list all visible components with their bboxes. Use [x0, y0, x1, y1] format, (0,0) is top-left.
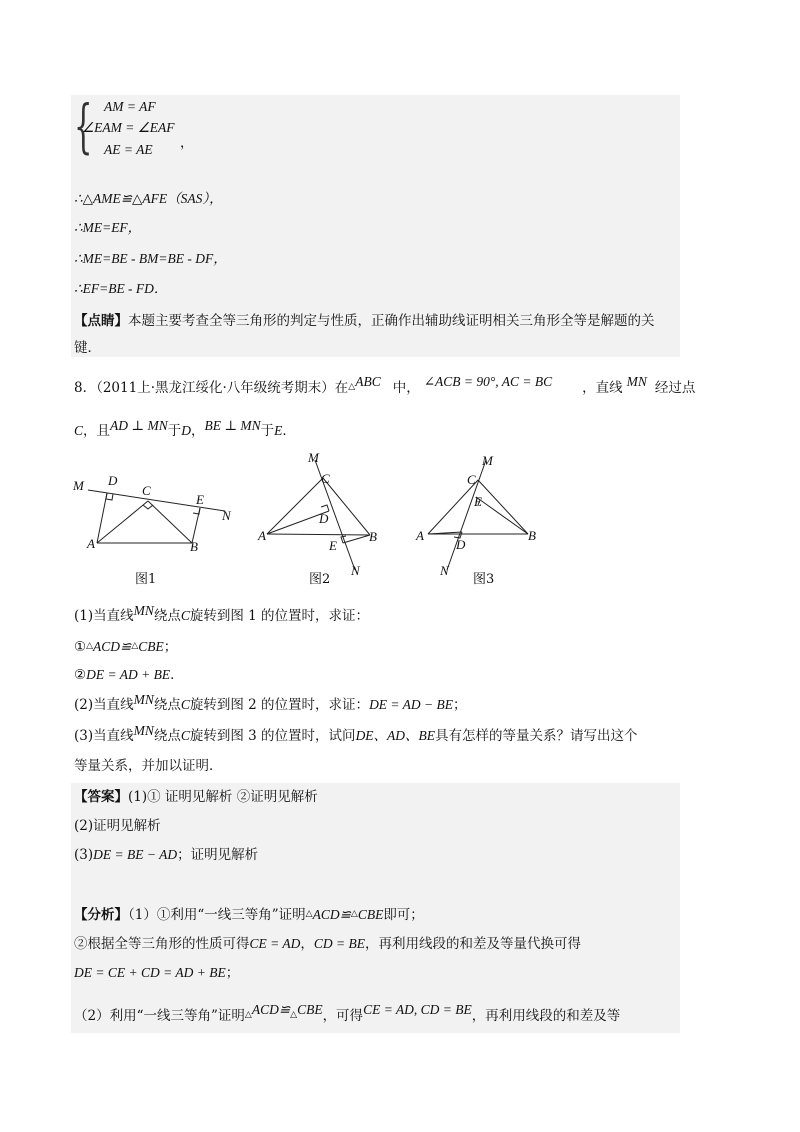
answer-1: (1)① 证明见解析 ②证明见解析: [128, 789, 318, 805]
svg-text:A: A: [416, 528, 424, 543]
system-tail: ，: [180, 135, 194, 150]
triangle-icon: △: [244, 1010, 252, 1020]
q1-ii-marker: ②: [74, 667, 87, 683]
svg-text:M: M: [73, 478, 84, 493]
condition: ∠ACB = 90°, AC = BC: [423, 374, 553, 389]
system-eq-1: AM = AF: [104, 99, 156, 114]
svg-text:B: B: [528, 528, 536, 543]
problem-line-1: [74, 374, 696, 397]
analysis-l3-eq: DE = CE + CD = AD + BE: [74, 965, 226, 980]
seg-ca: [428, 480, 478, 534]
seg-be: [343, 535, 370, 543]
system-eq-2: ∠EAM = ∠EAF: [82, 120, 175, 135]
text-qie: ，且: [83, 423, 111, 439]
q1-mn: MN: [133, 603, 154, 618]
analysis-l2-eq2: CD = BE: [313, 936, 365, 951]
seg-ca: [267, 478, 323, 534]
be-perp: BE ⊥ MN: [204, 418, 261, 433]
seg-be: [476, 497, 528, 534]
problem-source: （2011上·黑龙江绥化·八年级统考期末）: [96, 380, 335, 396]
analysis-line-3: [74, 964, 239, 982]
q1-c: C: [180, 608, 190, 623]
step-2: ∴ME=EF，: [74, 220, 142, 235]
analysis-l1-tri: ACD≌: [312, 907, 351, 922]
triangle-icon: △: [350, 909, 358, 919]
brace-icon: {: [74, 92, 93, 160]
point-c: C: [74, 423, 84, 438]
text-pass: 经过点: [654, 380, 696, 396]
analysis-l2-mid: ，: [300, 936, 314, 952]
question-3-cont: 等量关系，并加以证明．: [74, 758, 223, 774]
question-3: [74, 723, 638, 745]
q1-text: (1)当直线: [74, 608, 134, 624]
q2-c: C: [180, 697, 190, 712]
svg-text:E: E: [196, 492, 204, 507]
q3-c: C: [180, 728, 190, 743]
analysis-l2-end: ，再利用线段的和差及等量代换可得: [364, 936, 581, 952]
question-1: [74, 603, 370, 625]
q1-i-end: ；: [163, 639, 178, 655]
analysis-l3-end: ；: [225, 965, 240, 981]
text-in: 在: [334, 380, 349, 396]
q1-i-marker: ①: [74, 639, 87, 655]
question-1-i: [74, 637, 177, 656]
svg-text:N: N: [440, 563, 449, 578]
line-mn: [88, 490, 225, 511]
analysis-l4-eq: CE = AD, CD = BE: [363, 1002, 472, 1017]
q2-end: ；: [453, 697, 467, 713]
tip-line-1: [74, 312, 655, 330]
triangle-abc: ABC: [355, 374, 381, 389]
q1-ii-end: ．: [170, 667, 184, 683]
seg-ab: [267, 534, 370, 535]
svg-text:M: M: [308, 450, 319, 465]
ad-perp: AD ⊥ MN: [110, 418, 168, 433]
step-4: ∴EF=BE - FD．: [74, 281, 168, 296]
step-1: ∴△AME≌△AFE（SAS），: [74, 191, 223, 206]
point-e: E: [274, 423, 283, 438]
problem-line-2: [74, 418, 296, 440]
q1-i-tri-b: CBE: [138, 639, 164, 654]
triangle-icon: △: [86, 641, 94, 651]
analysis-l4-mid: ，可得: [322, 1008, 364, 1024]
tip-label: 【点睛】: [74, 313, 128, 329]
svg-text:D: D: [108, 473, 118, 488]
step-3: ∴ME=BE - BM=BE - DF，: [74, 251, 227, 266]
point-d: D: [181, 423, 191, 438]
svg-text:M: M: [482, 453, 493, 468]
answer-label: 【答案】: [74, 789, 128, 805]
q2-eq: DE = AD − BE: [369, 697, 454, 712]
q1-text-c: 旋转到图 1 的位置时，求证：: [189, 608, 370, 624]
figure-3: [410, 448, 550, 578]
text-period: ．: [282, 423, 296, 439]
q3-text-b: 绕点: [153, 728, 181, 744]
q3-text: (3)当直线: [74, 728, 134, 744]
system-eq-3: AE = AE: [104, 142, 153, 157]
seg-cb: [148, 501, 192, 543]
analysis-l4-tri2: CBE: [297, 1002, 323, 1017]
analysis-l2: ②根据全等三角形的性质可得: [74, 936, 250, 952]
svg-text:N: N: [222, 508, 231, 523]
triangle-icon: △: [290, 1010, 298, 1020]
figure-1: [70, 468, 245, 553]
analysis-l4-tri: ACD≌: [251, 1002, 291, 1017]
answer-line-3: [74, 846, 258, 864]
analysis-l4: （2）利用“一线三等角”证明: [74, 1008, 245, 1024]
svg-text:D: D: [319, 511, 329, 526]
q1-text-b: 绕点: [153, 608, 181, 624]
q3-text-c: 旋转到图 3 的位置时，试问: [189, 728, 356, 744]
triangle-icon: △: [348, 382, 356, 392]
triangle-icon: △: [131, 641, 139, 651]
text-zhong: 中，: [392, 380, 420, 396]
analysis-line-1: [74, 905, 424, 924]
analysis-l1-tri2: CBE: [357, 907, 384, 922]
text-line: ，直线: [582, 380, 623, 396]
answer-3-eq: DE = BE − AD: [93, 847, 178, 862]
mn-label: MN: [626, 374, 647, 389]
svg-text:N: N: [351, 563, 360, 578]
svg-text:C: C: [467, 472, 476, 487]
answer-3-pre: (3): [74, 847, 94, 863]
svg-text:E: E: [474, 494, 482, 509]
problem-number: 8．: [74, 380, 97, 396]
answer-line-2: (2)证明见解析: [74, 818, 161, 834]
figure-3-label: 图3: [473, 572, 495, 587]
analysis-line-2: [74, 935, 581, 953]
analysis-l4-end: ，再利用线段的和差及等: [471, 1008, 621, 1024]
analysis-label: 【分析】: [74, 907, 128, 923]
svg-text:B: B: [369, 529, 377, 544]
analysis-line-4: [74, 1002, 621, 1025]
analysis-l2-eq1: CE = AD: [249, 936, 301, 951]
seg-ac: [97, 501, 148, 543]
tip-text: 本题主要考查全等三角形的判定与性质，正确作出辅助线证明相关三角形全等是解题的关: [128, 313, 655, 329]
svg-text:C: C: [142, 483, 151, 498]
figure-2: [255, 448, 385, 578]
answer-line-1: [74, 788, 318, 806]
q2-mn: MN: [133, 692, 154, 707]
q3-vars: DE、AD、BE: [355, 728, 436, 743]
analysis-l1: （1）①利用“一线三等角”证明: [128, 907, 306, 923]
tip-line-2: 键．: [74, 340, 101, 356]
figure-1-label: 图1: [135, 572, 157, 587]
svg-text:E: E: [329, 538, 337, 553]
q2-text-b: 绕点: [153, 697, 181, 713]
q1-i-tri: ACD≌: [93, 639, 132, 654]
svg-text:C: C: [321, 471, 330, 486]
triangle-icon: △: [305, 909, 313, 919]
q3-mn: MN: [133, 723, 154, 738]
svg-text:A: A: [258, 528, 266, 543]
answer-3-post: ；证明见解析: [177, 847, 259, 863]
svg-text:A: A: [87, 536, 95, 551]
seg-cb: [323, 478, 370, 535]
svg-text:D: D: [456, 537, 466, 552]
q3-text-d: 具有怎样的等量关系？请写出这个: [435, 728, 638, 744]
seg-cb: [478, 480, 528, 534]
svg-text:B: B: [190, 539, 198, 553]
q2-text: (2)当直线: [74, 697, 134, 713]
analysis-l1-end: 即可；: [383, 907, 424, 923]
question-2: [74, 692, 467, 714]
text-yu-2: 于: [260, 423, 275, 439]
q2-text-c: 旋转到图 2 的位置时，求证：: [189, 697, 370, 713]
q1-ii-eq: DE = AD + BE: [86, 667, 171, 682]
equation-system: [74, 92, 214, 160]
text-comma: ，: [190, 423, 205, 439]
figure-2-label: 图2: [309, 572, 331, 587]
text-yu-1: 于: [167, 423, 182, 439]
question-1-ii: [74, 666, 184, 684]
